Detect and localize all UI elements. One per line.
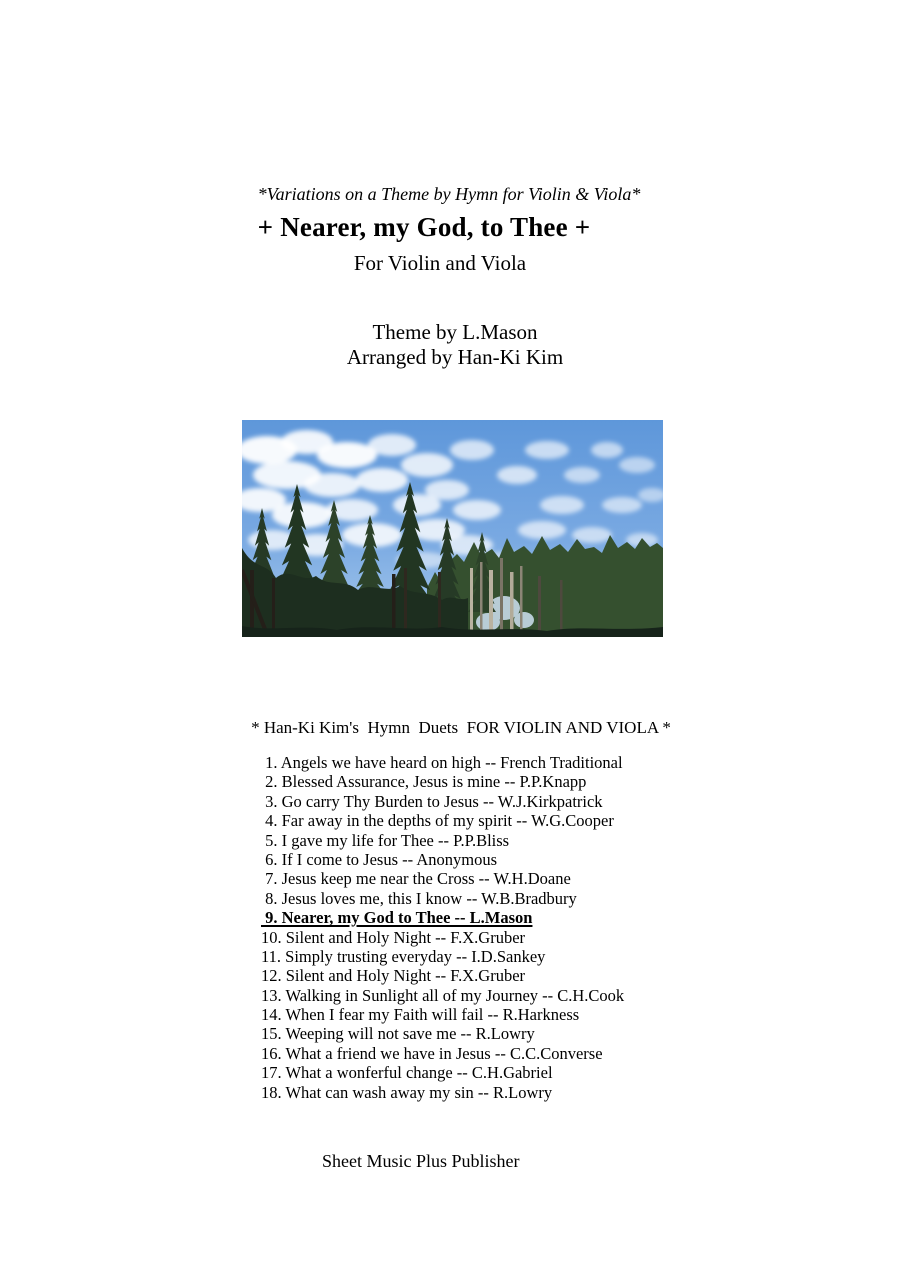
list-item: 2. Blessed Assurance, Jesus is mine -- P.P.Knapp: [261, 772, 587, 792]
hymn-list-header: * Han-Ki Kim's Hymn Duets FOR VIOLIN AND VIOLA *: [251, 718, 671, 737]
list-item: 7. Jesus keep me near the Cross -- W.H.Doane: [261, 869, 571, 889]
publisher-footer: Sheet Music Plus Publisher: [322, 1151, 520, 1171]
list-item: 13. Walking in Sunlight all of my Journey -- C.H.Cook: [261, 985, 625, 1005]
list-item-highlighted: 9. Nearer, my God to Thee -- L.Mason: [261, 908, 533, 928]
list-item: 14. When I fear my Faith will fail -- R.Harkness: [261, 1005, 580, 1025]
forest-sky-illustration: [242, 420, 663, 637]
list-item: 17. What a wonferful change -- C.H.Gabriel: [261, 1063, 553, 1083]
list-item: 16. What a friend we have in Jesus -- C.C.Converse: [261, 1043, 603, 1063]
list-item: 3. Go carry Thy Burden to Jesus -- W.J.Kirkpatrick: [261, 791, 603, 811]
theme-credit: Theme by L.Mason: [372, 320, 538, 344]
hymn-list: [261, 753, 624, 1102]
list-item: 11. Simply trusting everyday -- I.D.Sankey: [261, 946, 546, 966]
list-item: 5. I gave my life for Thee -- P.P.Bliss: [261, 830, 510, 850]
list-item: 4. Far away in the depths of my spirit -- W.G.Cooper: [261, 811, 614, 831]
series-subtitle: *Variations on a Theme by Hymn for Violin & Viola*: [257, 184, 641, 204]
list-item: 18. What can wash away my sin -- R.Lowry: [261, 1082, 553, 1102]
list-item: 12. Silent and Holy Night -- F.X.Gruber: [261, 966, 526, 986]
instrumentation-line: For Violin and Viola: [353, 251, 527, 275]
arranger-credit: Arranged by Han-Ki Kim: [346, 345, 564, 369]
list-item: 8. Jesus loves me, this I know -- W.B.Bradbury: [261, 888, 577, 908]
page-title: + Nearer, my God, to Thee +: [257, 212, 591, 242]
list-item: 6. If I come to Jesus -- Anonymous: [261, 849, 498, 869]
list-item: 15. Weeping will not save me -- R.Lowry: [261, 1024, 535, 1044]
list-item: 10. Silent and Holy Night -- F.X.Gruber: [261, 927, 526, 947]
list-item: 1. Angels we have heard on high -- French Traditional: [261, 753, 623, 772]
cover-photo: [242, 420, 663, 637]
